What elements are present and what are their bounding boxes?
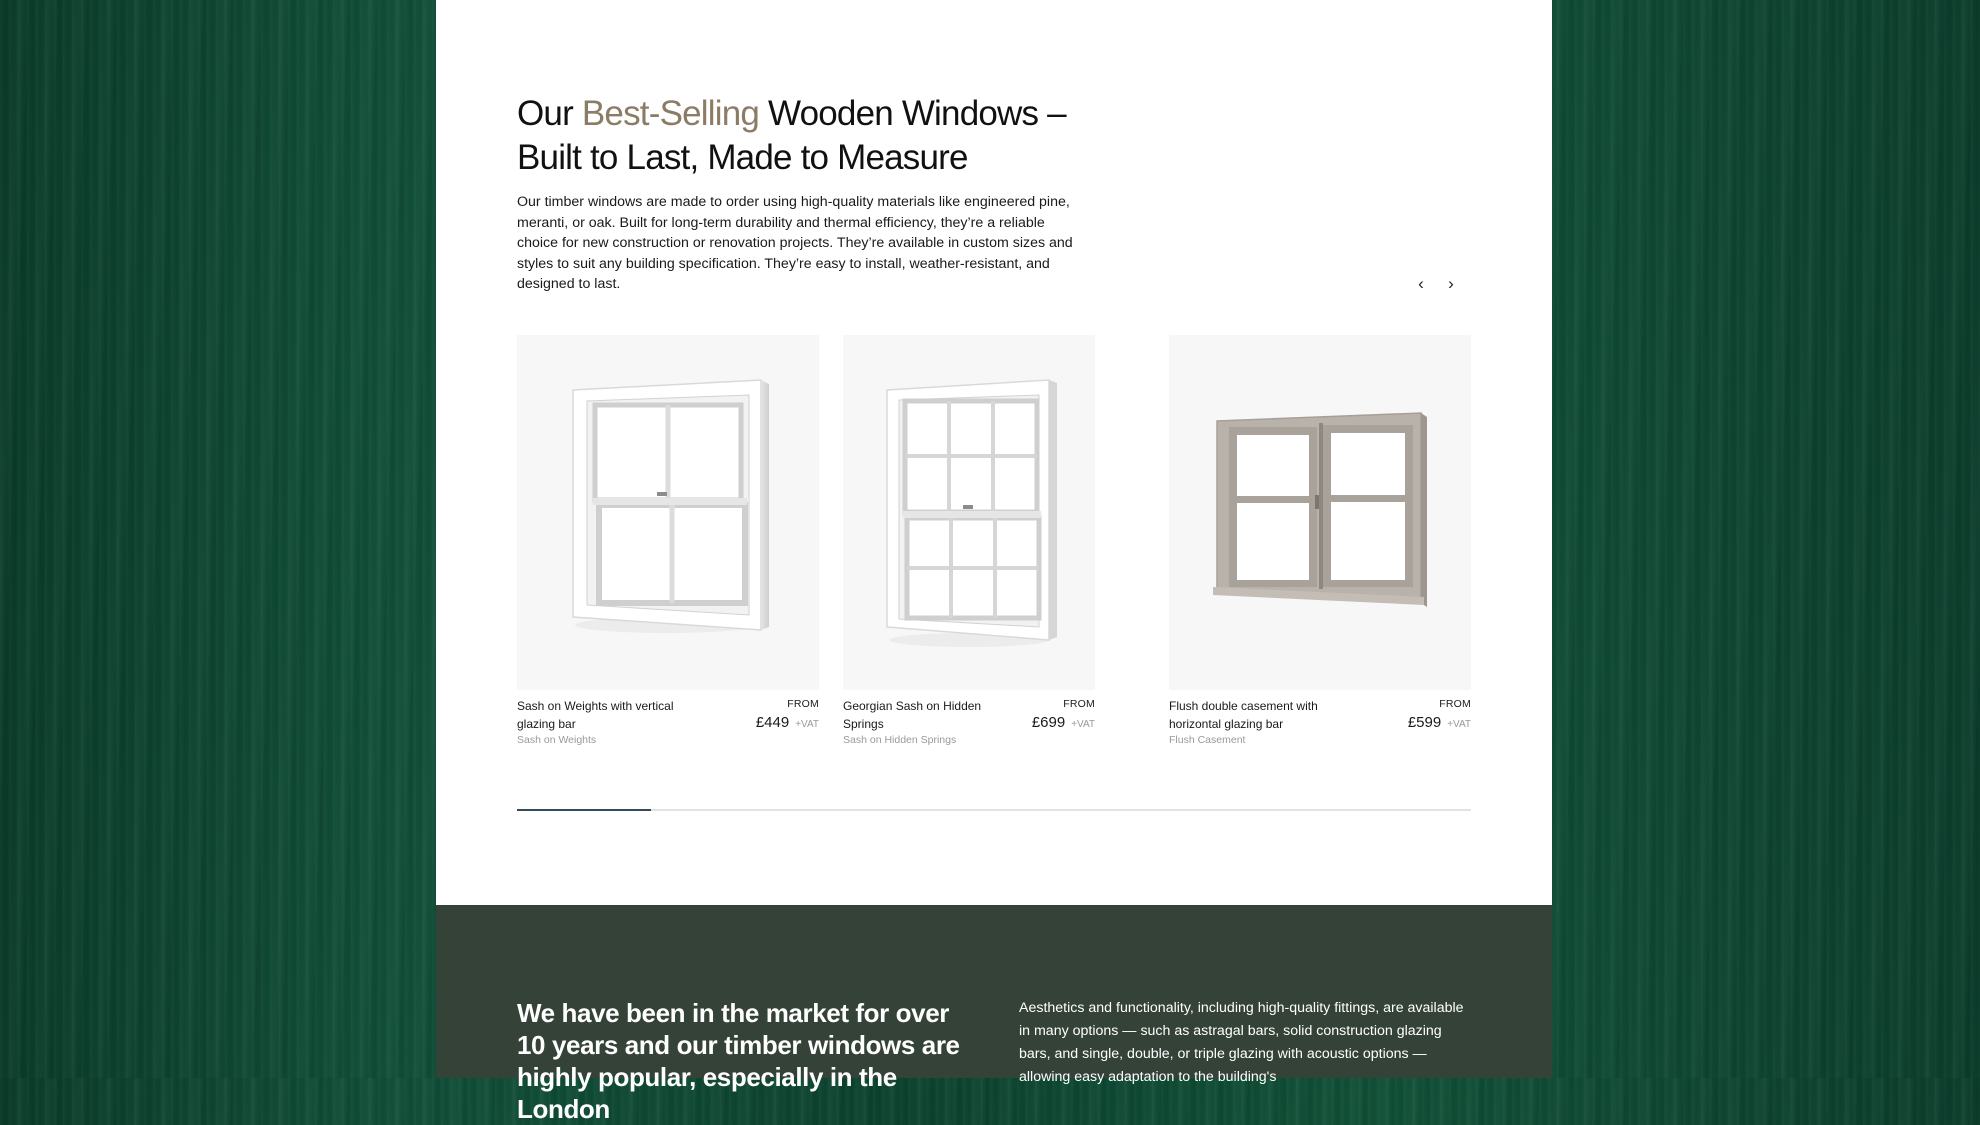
market-section — [436, 905, 1552, 1124]
product-price — [756, 714, 819, 731]
vat-label: +VAT — [1071, 719, 1095, 730]
market-description: Aesthetics and functionality, including high-quality fittings, are available in many options — such as astragal bars, solid construction glazing bars, and single, double, or triple glazing with acoustic options — allowing easy adaptation to the building's — [1019, 1000, 1464, 1085]
product-category: Sash on Weights — [517, 734, 597, 746]
section-heading — [517, 92, 1137, 180]
product-price — [1408, 714, 1471, 731]
product-carousel — [517, 335, 1471, 755]
carousel-controls — [1413, 272, 1459, 296]
price-value: £599 — [1407, 714, 1442, 731]
product-meta — [843, 698, 1095, 758]
carousel-next-button[interactable]: › — [1448, 274, 1454, 293]
product-meta — [1169, 698, 1471, 758]
product-card[interactable] — [1169, 335, 1471, 758]
heading-accent: Best-Selling — [581, 94, 760, 133]
price-from-label: FROM — [787, 698, 819, 710]
carousel-prev-button[interactable]: ‹ — [1418, 274, 1424, 293]
product-category: Flush Casement — [1169, 734, 1246, 746]
carousel-progress-fill — [517, 809, 651, 811]
product-title[interactable]: Sash on Weights with vertical glazing bar — [517, 699, 674, 731]
product-card[interactable] — [843, 335, 1095, 758]
price-value: £699 — [1031, 714, 1066, 731]
product-category: Sash on Hidden Springs — [843, 734, 957, 746]
heading-start: Our — [517, 94, 582, 133]
carousel-progress-track[interactable] — [517, 809, 1471, 811]
flush-casement-window-icon — [1169, 335, 1471, 690]
best-selling-section — [436, 0, 1552, 905]
price-from-label: FROM — [1063, 698, 1095, 710]
section-intro: Our timber windows are made to order using high-quality materials like engineered pine, meranti, or oak. Built for long-term durability and thermal efficiency, they’re a reliable choice for new construction or renovation projects. They’re available in custom sizes and styles to suit any building specification. They’re easy to install, weather-resistant, and designed to last. — [517, 194, 1073, 292]
product-image[interactable] — [1169, 335, 1471, 690]
price-value: £449 — [755, 714, 790, 731]
product-price — [1032, 714, 1095, 731]
heading-end: Wooden Windows – Built to Last, Made to Measure — [517, 94, 1066, 177]
product-meta — [517, 698, 819, 758]
vat-label: +VAT — [1447, 719, 1471, 730]
product-card[interactable] — [517, 335, 819, 758]
product-title[interactable]: Georgian Sash on Hidden Springs — [843, 699, 982, 731]
price-from-label: FROM — [1439, 698, 1471, 710]
page-container — [436, 0, 1552, 1124]
product-title[interactable]: Flush double casement with horizontal glazing bar — [1169, 699, 1318, 731]
product-image[interactable] — [517, 335, 819, 690]
sash-window-vertical-bar-icon — [517, 335, 819, 690]
georgian-sash-window-icon — [843, 335, 1095, 690]
market-heading: We have been in the market for over 10 years and our timber windows are highly popular, especially in the London — [517, 998, 960, 1124]
vat-label: +VAT — [795, 719, 819, 730]
product-image[interactable] — [843, 335, 1095, 690]
